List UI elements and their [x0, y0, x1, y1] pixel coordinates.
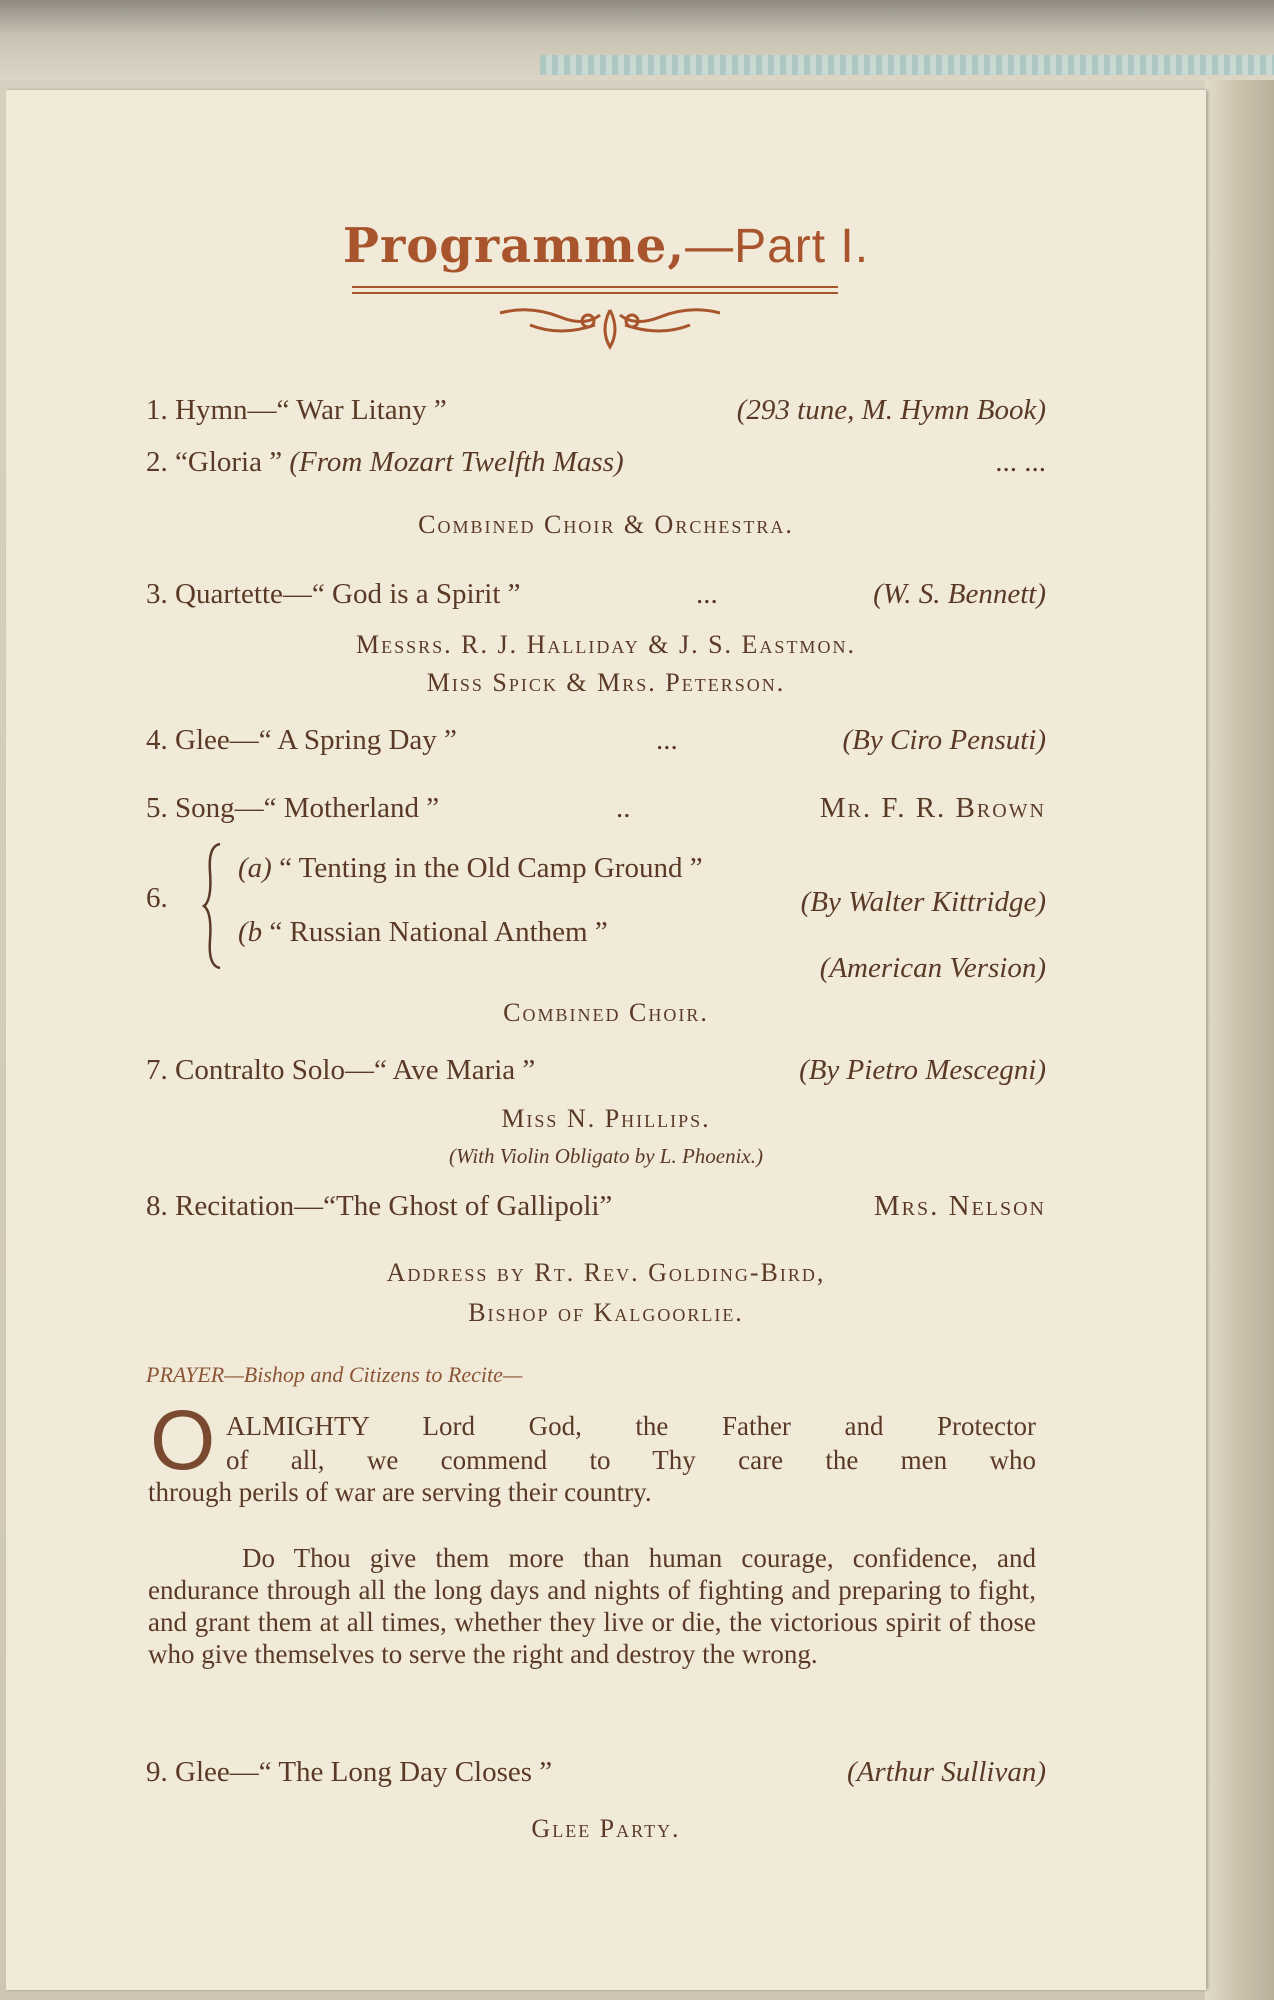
item-title: Quartette—“ God is a Spirit ” [175, 578, 521, 610]
item-3-performers-1: Messrs. R. J. Halliday & J. S. Eastmon. [356, 630, 856, 659]
item-reference: (From Mozart Twelfth Mass) [289, 446, 624, 478]
item-reference: (American Version) [819, 952, 1046, 984]
item-reference: (293 tune, M. Hymn Book) [736, 394, 1046, 426]
item-2-performers: Combined Choir & Orchestra. [418, 510, 794, 539]
item-leader: ... [696, 578, 718, 610]
item-3 [146, 578, 1046, 611]
item-number: 4. [146, 724, 168, 756]
item-number: 8. [146, 1190, 168, 1222]
blue-cover-strip [540, 55, 1274, 75]
item-8 [146, 1190, 1046, 1223]
prayer-dropcap: O [150, 1393, 216, 1487]
item-leader: ... ... [995, 446, 1046, 478]
title-blackletter: Programme, [342, 218, 686, 274]
item-title: Contralto Solo—“ Ave Maria ” [175, 1054, 536, 1086]
title-rule-top [352, 286, 838, 288]
prayer-paragraph-2: Do Thou give them more than human courage, confidence, and endurance through all the long days and nights of fighting and preparing to fight, and grant them at all times, whether they live or die, the victorious spirit of those who give themselves to serve the right and destroy the wrong. [148, 1543, 1036, 1669]
item-title: “ Russian National Anthem ” [269, 916, 608, 948]
item-title: Glee—“ The Long Day Closes ” [175, 1756, 553, 1788]
item-label: (a) [238, 852, 272, 884]
item-title: “Gloria ” [175, 446, 283, 478]
item-6-number: 6. [146, 882, 168, 914]
prayer-line-2: of all, we commend to Thy care the men who [226, 1445, 1036, 1475]
scroll-ornament-icon [490, 295, 730, 355]
item-label: (b [238, 916, 263, 948]
item-number: 7. [146, 1054, 168, 1086]
item-7-note: (With Violin Obligato by L. Phoenix.) [449, 1144, 763, 1168]
item-4 [146, 724, 1046, 757]
item-9 [146, 1756, 1046, 1789]
title-part: —Part I. [685, 220, 870, 273]
item-5 [146, 792, 1046, 825]
brace-icon [202, 842, 224, 970]
item-7-performer: Miss N. Phillips. [501, 1104, 711, 1133]
item-number: 2. [146, 446, 168, 478]
item-number: 1. [146, 394, 168, 426]
item-title: Song—“ Motherland ” [175, 792, 440, 824]
item-title: “ Tenting in the Old Camp Ground ” [279, 852, 703, 884]
prayer-line-1: ALMIGHTY Lord God, the Father and Protector [226, 1411, 1036, 1441]
address-line-1: Address by Rt. Rev. Golding-Bird, [386, 1258, 826, 1287]
item-title: Glee—“ A Spring Day ” [175, 724, 457, 756]
item-leader: ... [656, 724, 678, 756]
item-title: Recitation—“The Ghost of Gallipoli” [175, 1190, 613, 1222]
right-paper-edge [1205, 80, 1274, 2000]
item-leader: .. [616, 792, 631, 824]
item-number: 3. [146, 578, 168, 610]
item-reference: (By Walter Kittridge) [800, 886, 1046, 918]
programme-page [6, 90, 1206, 1990]
item-9-performers: Glee Party. [531, 1814, 681, 1843]
item-reference: (Arthur Sullivan) [847, 1756, 1046, 1788]
item-1 [146, 394, 1046, 427]
item-reference: (W. S. Bennett) [873, 578, 1046, 610]
item-number: 5. [146, 792, 168, 824]
item-reference: (By Pietro Mescegni) [799, 1054, 1046, 1086]
item-6b [238, 916, 1046, 949]
item-7 [146, 1054, 1046, 1087]
item-performer: Mrs. Nelson [873, 1190, 1046, 1222]
prayer-label: PRAYER—Bishop and Citizens to Recite— [146, 1362, 523, 1387]
item-6-performers: Combined Choir. [503, 998, 709, 1027]
address-line-2: Bishop of Kalgoorlie. [468, 1298, 744, 1327]
item-number: 9. [146, 1756, 168, 1788]
title-rule-bottom [352, 292, 838, 294]
item-reference: (By Ciro Pensuti) [842, 724, 1046, 756]
item-title: Hymn—“ War Litany ” [175, 394, 447, 426]
item-performer: Mr. F. R. Brown [819, 792, 1046, 824]
page-title [6, 218, 1206, 274]
item-3-performers-2: Miss Spick & Mrs. Peterson. [426, 668, 786, 697]
prayer-line-3: through perils of war are serving their country. [148, 1477, 652, 1507]
item-6a [238, 852, 1046, 885]
item-2 [146, 446, 1046, 479]
